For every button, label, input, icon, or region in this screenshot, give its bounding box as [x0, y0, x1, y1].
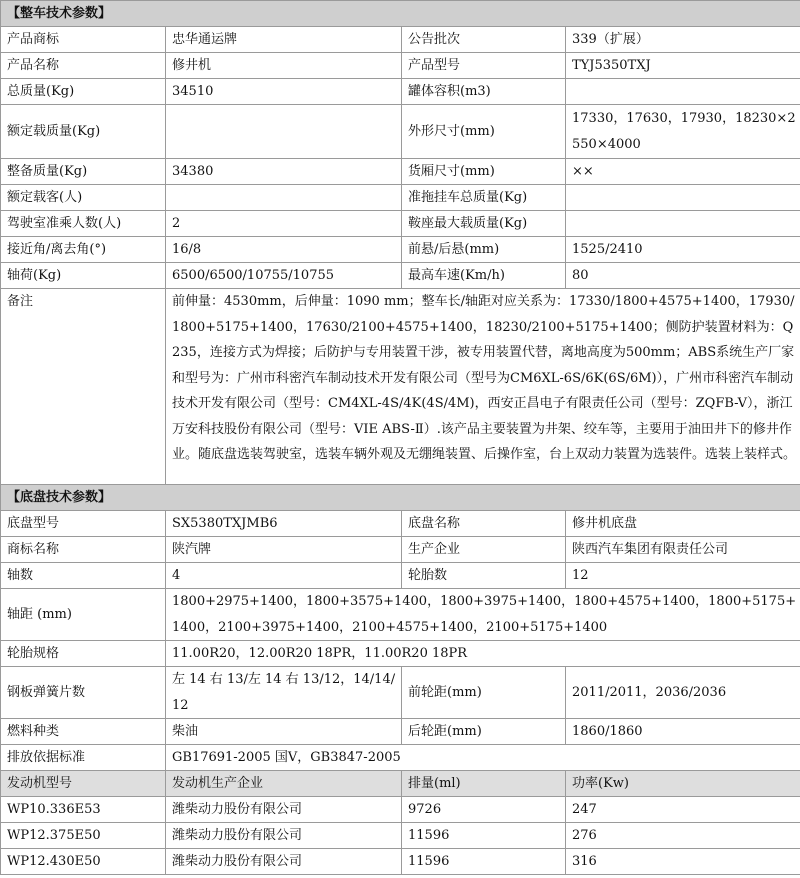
field-value [566, 185, 800, 211]
engine-model: WP12.430E50 [1, 849, 166, 875]
field-value: 1860/1860 [566, 719, 800, 745]
field-value: 1525/2410 [566, 237, 800, 263]
field-label: 产品型号 [402, 53, 566, 79]
engine-power: 247 [566, 797, 800, 823]
field-label: 驾驶室准乘人数(人) [1, 211, 166, 237]
field-value [166, 105, 402, 159]
remarks-row [1, 289, 800, 485]
table-row [1, 185, 800, 211]
table-row [1, 563, 800, 589]
engine-maker: 潍柴动力股份有限公司 [166, 797, 402, 823]
remarks-label: 备注 [1, 289, 166, 485]
tire-value: 11.00R20，12.00R20 18PR，11.00R20 18PR [166, 641, 800, 667]
field-label: 前轮距(mm) [402, 667, 566, 719]
field-label: 额定载质量(Kg) [1, 105, 166, 159]
field-value: 柴油 [166, 719, 402, 745]
field-value: 2 [166, 211, 402, 237]
chassis-section-header [1, 485, 800, 511]
field-value: 34380 [166, 159, 402, 185]
field-label: 生产企业 [402, 537, 566, 563]
field-value: 16/8 [166, 237, 402, 263]
engine-power: 276 [566, 823, 800, 849]
field-label: 轴距 (mm) [1, 589, 166, 641]
column-header: 功率(Kw) [566, 771, 800, 797]
field-label: 整备质量(Kg) [1, 159, 166, 185]
field-label: 排放依据标准 [1, 745, 166, 771]
table-row [1, 849, 800, 875]
table-row [1, 797, 800, 823]
field-label: 轴数 [1, 563, 166, 589]
field-value: 修井机 [166, 53, 402, 79]
field-value: 12 [566, 563, 800, 589]
field-label: 产品名称 [1, 53, 166, 79]
section-title: 【整车技术参数】 [1, 1, 800, 27]
engine-power: 316 [566, 849, 800, 875]
engine-model: WP12.375E50 [1, 823, 166, 849]
engine-model: WP10.336E53 [1, 797, 166, 823]
field-label: 钢板弹簧片数 [1, 667, 166, 719]
engine-displacement: 11596 [402, 823, 566, 849]
field-label: 接近角/离去角(°) [1, 237, 166, 263]
field-label: 公告批次 [402, 27, 566, 53]
field-value: TYJ5350TXJ [566, 53, 800, 79]
section-title: 【底盘技术参数】 [1, 485, 800, 511]
table-row [1, 589, 800, 641]
column-header: 排量(ml) [402, 771, 566, 797]
table-row [1, 53, 800, 79]
table-row [1, 511, 800, 537]
field-label: 商标名称 [1, 537, 166, 563]
field-value [566, 211, 800, 237]
table-row [1, 237, 800, 263]
engine-displacement: 11596 [402, 849, 566, 875]
emission-value: GB17691-2005 国Ⅴ，GB3847-2005 [166, 745, 800, 771]
column-header: 发动机生产企业 [166, 771, 402, 797]
table-row [1, 211, 800, 237]
field-label: 总质量(Kg) [1, 79, 166, 105]
field-value [566, 79, 800, 105]
field-value: 339（扩展） [566, 27, 800, 53]
field-label: 罐体容积(m3) [402, 79, 566, 105]
table-row [1, 667, 800, 719]
field-label: 产品商标 [1, 27, 166, 53]
field-value: 忠华通运牌 [166, 27, 402, 53]
engine-maker: 潍柴动力股份有限公司 [166, 849, 402, 875]
field-label: 轴荷(Kg) [1, 263, 166, 289]
wheelbase-value: 1800+2975+1400，1800+3575+1400，1800+3975+1400，1800+4575+1400，1800+5175+1400，2100+3975+1400，2100+4575+1400，2100+5175+1400 [166, 589, 800, 641]
field-value: 4 [166, 563, 402, 589]
field-label: 外形尺寸(mm) [402, 105, 566, 159]
field-label: 前悬/后悬(mm) [402, 237, 566, 263]
table-row [1, 823, 800, 849]
spring-value: 左 14 右 13/左 14 右 13/12，14/14/12 [166, 667, 402, 719]
field-label: 后轮距(mm) [402, 719, 566, 745]
column-header: 发动机型号 [1, 771, 166, 797]
table-row [1, 159, 800, 185]
field-label: 额定载客(人) [1, 185, 166, 211]
field-value: 陕汽牌 [166, 537, 402, 563]
field-value [166, 185, 402, 211]
table-row [1, 745, 800, 771]
table-row [1, 641, 800, 667]
field-label: 底盘型号 [1, 511, 166, 537]
field-value: ×× [566, 159, 800, 185]
field-value: 80 [566, 263, 800, 289]
field-label: 轮胎数 [402, 563, 566, 589]
field-value: SX5380TXJMB6 [166, 511, 402, 537]
field-value: 17330，17630，17930，18230×2550×4000 [566, 105, 800, 159]
field-label: 燃料种类 [1, 719, 166, 745]
field-value: 34510 [166, 79, 402, 105]
table-row [1, 79, 800, 105]
field-value: 2011/2011，2036/2036 [566, 667, 800, 719]
field-label: 准拖挂车总质量(Kg) [402, 185, 566, 211]
table-row [1, 27, 800, 53]
field-label: 货厢尺寸(mm) [402, 159, 566, 185]
field-label: 底盘名称 [402, 511, 566, 537]
table-row [1, 719, 800, 745]
table-row [1, 263, 800, 289]
field-label: 最高车速(Km/h) [402, 263, 566, 289]
table-row [1, 537, 800, 563]
field-label: 鞍座最大载质量(Kg) [402, 211, 566, 237]
field-value: 6500/6500/10755/10755 [166, 263, 402, 289]
engine-displacement: 9726 [402, 797, 566, 823]
field-value: 陕西汽车集团有限责任公司 [566, 537, 800, 563]
engine-maker: 潍柴动力股份有限公司 [166, 823, 402, 849]
engine-header-row [1, 771, 800, 797]
remarks-text: 前伸量：4530mm，后伸量：1090 mm；整车长/轴距对应关系为：17330/1800+4575+1400，17930/1800+5175+1400，17630/2100+4575+1400，18230/2100+5175+1400；侧防护装置材料为：Q235，连接方式为焊接；后防护与专用装置干涉，被专用装置代替，离地高度为500mm；ABS系统生产厂家和型号为：广州市科密汽车制动技术开发有限公司（型号为CM6XL-6S/6K(6S/6M)），广州市科密汽车制动技术开发有限公司（型号：CM4XL-4S/4K(4S/4M)，西安正昌电子有限责任公司（型号：ZQFB-V），浙江万安科技股份有限公司（型号：VIE ABS-Ⅱ）.该产品主要装置为井架、绞车等，主要用于油田井下的修井作业。随底盘选装驾驶室，选装车辆外观及无绷绳装置、后操作室，台上双动力装置为选装件。选装上装样式。 [166, 289, 800, 485]
table-row [1, 105, 800, 159]
vehicle-section-header [1, 1, 800, 27]
field-value: 修井机底盘 [566, 511, 800, 537]
field-label: 轮胎规格 [1, 641, 166, 667]
